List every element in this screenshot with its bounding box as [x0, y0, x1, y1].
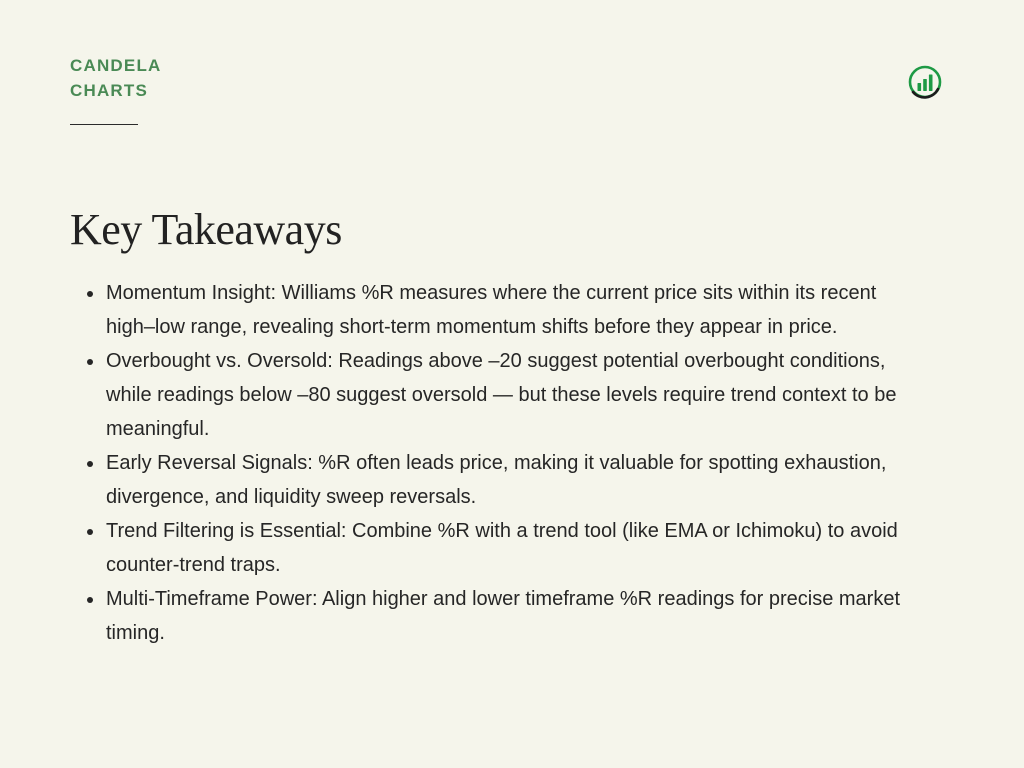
list-item: Momentum Insight: Williams %R measures where the current price sits within its recent high–low range, revealing short-term momentum shifts before they appear in price.: [106, 276, 906, 344]
list-item: Overbought vs. Oversold: Readings above –20 suggest potential overbought conditions, while readings below –80 suggest oversold — but these levels require trend context to be meaningful.: [106, 344, 906, 446]
brand-divider: [70, 124, 138, 125]
brand-line-1: CANDELA: [70, 56, 162, 75]
list-item: Multi-Timeframe Power: Align higher and lower timeframe %R readings for precise market timing.: [106, 582, 906, 650]
brand-line-2: CHARTS: [70, 81, 149, 100]
list-item: Trend Filtering is Essential: Combine %R with a trend tool (like EMA or Ichimoku) to avoid counter-trend traps.: [106, 514, 906, 582]
brand-wordmark: [70, 53, 162, 103]
list-item: Early Reversal Signals: %R often leads price, making it valuable for spotting exhaustion, divergence, and liquidity sweep reversals.: [106, 446, 906, 514]
bar-chart-circle-icon: [908, 65, 942, 99]
page-title: Key Takeaways: [70, 205, 342, 254]
takeaways-list: [106, 276, 906, 650]
